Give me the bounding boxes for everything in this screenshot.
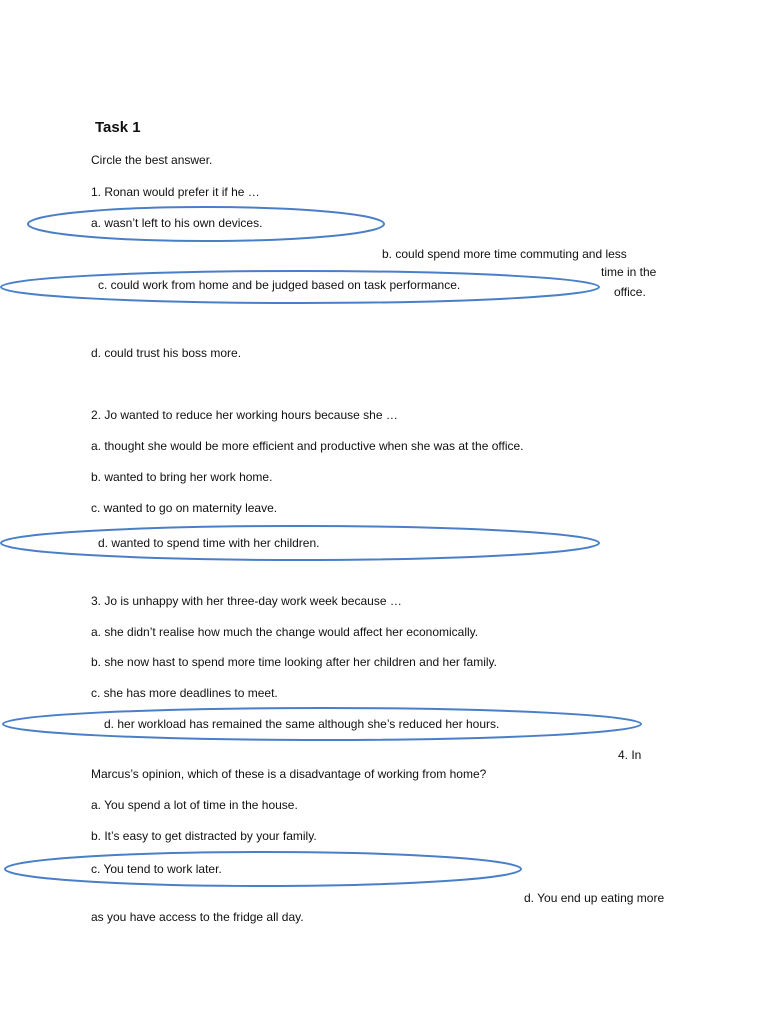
question-3-text: 3. Jo is unhappy with her three-day work week because … <box>91 594 402 608</box>
question-3-option-b[interactable]: b. she now hast to spend more time looking after her children and her family. <box>91 655 497 669</box>
question-4-text-part2: Marcus’s opinion, which of these is a disadvantage of working from home? <box>91 767 487 781</box>
question-1-option-b-line2[interactable]: time in the <box>601 265 657 279</box>
question-4-option-b[interactable]: b. It’s easy to get distracted by your family. <box>91 829 317 843</box>
question-1-option-a[interactable]: a. wasn’t left to his own devices. <box>91 216 263 230</box>
question-4-option-d-line2[interactable]: as you have access to the fridge all day. <box>91 910 304 924</box>
question-1-option-b-line3[interactable]: office. <box>614 285 646 299</box>
question-2-text: 2. Jo wanted to reduce her working hours because she … <box>91 408 398 422</box>
question-3-option-c[interactable]: c. she has more deadlines to meet. <box>91 686 278 700</box>
question-1-option-b-line1[interactable]: b. could spend more time commuting and less <box>382 247 627 261</box>
question-3-option-d[interactable]: d. her workload has remained the same although she’s reduced her hours. <box>104 717 500 731</box>
question-4-text-part1: 4. In <box>618 748 642 762</box>
question-2-option-b[interactable]: b. wanted to bring her work home. <box>91 470 273 484</box>
question-4-option-d-line1[interactable]: d. You end up eating more <box>524 891 665 905</box>
instruction-text: Circle the best answer. <box>91 153 213 167</box>
question-2-option-c[interactable]: c. wanted to go on maternity leave. <box>91 501 278 515</box>
question-2-option-a[interactable]: a. thought she would be more efficient and productive when she was at the office. <box>91 439 524 453</box>
question-4-option-a[interactable]: a. You spend a lot of time in the house. <box>91 798 298 812</box>
answer-circle-q4-c <box>5 852 521 886</box>
question-1-option-d[interactable]: d. could trust his boss more. <box>91 346 242 360</box>
question-2-option-d[interactable]: d. wanted to spend time with her children. <box>98 536 320 550</box>
question-1-text: 1. Ronan would prefer it if he … <box>91 185 260 199</box>
question-1-option-c[interactable]: c. could work from home and be judged based on task performance. <box>98 278 461 292</box>
question-3-option-a[interactable]: a. she didn’t realise how much the change would affect her economically. <box>91 625 479 639</box>
question-4-option-c[interactable]: c. You tend to work later. <box>91 862 222 876</box>
task-title: Task 1 <box>95 119 141 136</box>
